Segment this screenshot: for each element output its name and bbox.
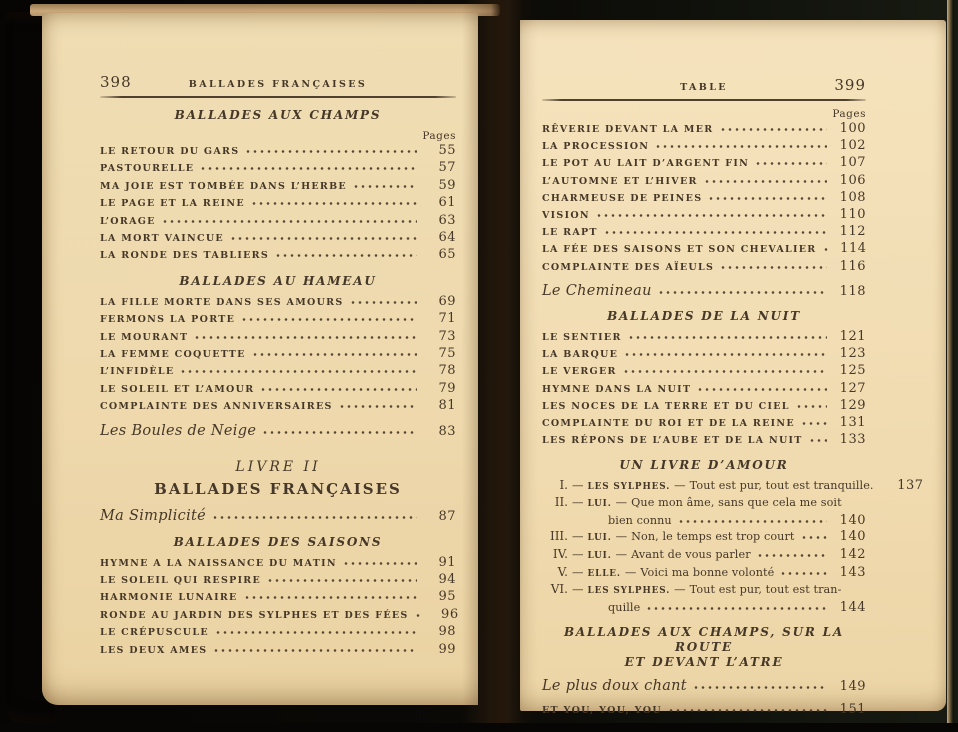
entry-page-number: 75 [438,346,456,362]
dot-leader [810,431,827,443]
dialogue-line [542,512,866,528]
entry-title: LA RONDE DES TABLIERS [100,250,270,262]
toc-entry [542,223,866,240]
toc-entry [542,206,866,223]
running-header: TABLE [680,82,728,93]
dot-leader [252,194,417,206]
entry-page-number: 61 [438,195,456,211]
section-heading [100,108,456,123]
section-heading [542,458,866,473]
entry-title: COMPLAINTE DES AÏEULS [542,261,715,273]
entry-page-number: 108 [839,189,866,205]
dot-leader [624,362,827,374]
dot-leader [163,212,417,224]
entry-title: LE POT AU LAIT D’ARGENT FIN [542,158,750,170]
entry-page-number: 110 [839,207,866,223]
toc-entry [542,120,866,137]
entry-page-number: 99 [438,641,456,657]
toc-entry [542,414,866,431]
section-heading [542,309,866,324]
heading-line: LIVRE II [235,459,321,476]
dialogue-numeral: II. [554,495,568,510]
dialogue-line [542,546,866,564]
dialogue-line [542,582,866,599]
dialogue-entry [542,528,866,546]
dot-leader [354,177,417,189]
dialogue-entry [542,546,866,564]
em-dash: — [572,478,584,493]
book-edge-bottom [0,723,958,732]
toc-entry [100,177,456,194]
toc-entry [100,142,456,159]
toc-entry [100,606,459,623]
toc-entry [100,571,456,588]
section-heading [100,274,456,289]
em-dash: — [674,582,686,597]
entry-page-number: 91 [438,554,456,570]
dot-leader [824,240,828,252]
dialogue-speaker: LES SYLPHES. [587,586,671,597]
dot-leader [263,423,417,435]
em-dash: — [615,547,628,562]
dot-leader [216,623,417,635]
dot-leader [656,137,827,149]
heading-line: BALLADES AUX CHAMPS [174,108,382,122]
dot-leader [213,508,417,520]
dot-leader [261,380,417,392]
entry-title: LE SOLEIL ET L’AMOUR [100,383,255,395]
entry-page-number: 98 [438,624,456,640]
heading-line: BALLADES AU HAMEAU [179,273,377,288]
entry-title: LA MORT VAINCUE [100,233,224,245]
toc-entry [542,701,866,718]
em-dash: — [615,529,628,544]
entry-page-number: 107 [839,155,866,171]
dot-leader [625,345,827,357]
toc-entry [542,431,866,448]
heading-line: BALLADES AUX CHAMPS, SUR LA ROUTE [563,625,845,655]
toc-entry [100,246,456,263]
entry-title: LES RÉPONS DE L’AUBE ET DE LA NUIT [542,435,803,447]
heading-line: ET DEVANT L’ATRE [624,655,784,670]
dot-leader [781,564,827,576]
dot-leader [195,328,417,340]
toc-entry [100,293,456,310]
toc-entry [100,423,456,439]
dot-leader [181,362,417,374]
toc-entry [542,362,866,379]
entry-page-number: 144 [839,600,866,616]
dialogue-line [542,564,866,582]
toc-entry [542,397,866,414]
entry-page-number: 151 [839,701,866,717]
dot-leader [679,512,827,524]
entry-page-number: 121 [839,329,866,345]
entry-page-number: 59 [438,177,456,193]
entry-title: LE RAPT [542,227,598,239]
entry-title: COMPLAINTE DU ROI ET DE LA REINE [542,418,795,430]
dialogue-numeral: V. [557,565,568,580]
heading-line: BALLADES DE LA NUIT [607,309,801,324]
entry-page-number: 149 [839,679,866,695]
entry-title: LES DEUX AMES [100,644,208,656]
entry-title: COMPLAINTE DES ANNIVERSAIRES [100,401,333,413]
entry-title: Le plus doux chant [542,678,687,695]
dialogue-speaker: LUI. [587,551,612,562]
dot-leader [797,397,827,409]
running-header: BALLADES FRANÇAISES [188,79,368,90]
entry-page-number: 65 [438,247,456,263]
em-dash: — [572,529,584,544]
entry-title: HYMNE A LA NAISSANCE DU MATIN [100,557,337,569]
dialogue-entry [542,477,924,495]
header-rule [100,96,456,98]
section-heading [542,625,866,670]
em-dash: — [674,478,686,493]
toc-entry [100,588,456,605]
dialogue-speaker: LUI. [587,499,612,510]
em-dash: — [615,495,628,510]
entry-title: LE CRÉPUSCULE [100,627,209,639]
entry-title: LE RETOUR DU GARS [100,146,240,157]
toc-entry [100,310,456,327]
entry-page-number: 96 [441,606,459,622]
entry-page-number: 81 [438,398,456,414]
dialogue-entry [542,582,866,615]
toc-entry [100,159,456,176]
dialogue-numeral: III. [549,529,568,544]
dialogue-numeral: VI. [550,582,568,597]
dot-leader [340,397,417,409]
entry-page-number: 71 [438,311,456,327]
entry-title: HYMNE DANS LA NUIT [542,383,692,395]
dialogue-speaker: ELLE. [587,569,621,580]
toc-entry [100,229,456,246]
entry-page-number: 142 [839,547,866,563]
entry-title: RÊVERIE DEVANT LA MER [542,124,714,135]
toc-entry [100,508,456,524]
toc-entry [542,328,866,345]
entry-title: LA FILLE MORTE DANS SES AMOURS [100,296,344,308]
toc-entry [542,345,866,362]
entry-title: LE SENTIER [542,332,622,344]
entry-title: LE SOLEIL QUI RESPIRE [100,574,262,586]
dialogue-line [542,599,866,615]
entry-page-number: 78 [438,363,456,379]
heading-line: BALLADES FRANÇAISES [154,480,402,499]
page-header [100,73,456,91]
entry-title: RONDE AU JARDIN DES SYLPHES ET DES FÉES [100,609,409,621]
entry-page-number: 73 [438,328,456,344]
toc-entry [542,154,866,171]
toc-entry [542,189,866,206]
toc-entry [542,240,866,257]
entry-page-number: 69 [438,293,456,309]
entry-title: L’INFIDÈLE [100,366,175,378]
entry-page-number: 114 [840,241,867,257]
toc-entry [542,258,866,275]
entry-title: LA BARQUE [542,349,619,361]
dot-leader [253,345,417,357]
dot-leader [694,678,827,690]
dialogue-entry [542,495,866,528]
left-page [42,13,478,705]
entry-title: LA PROCESSION [542,141,650,153]
dialogue-text: Non, le temps est trop court [631,530,795,544]
entry-page-number: 140 [839,529,866,545]
entry-page-number: 112 [839,224,866,240]
dialogue-entry [542,564,866,582]
entry-page-number: 64 [438,230,456,246]
dot-leader [214,641,417,653]
entry-title: LE VERGER [542,366,617,378]
toc-entry [542,172,866,189]
toc-entry [100,328,456,345]
dot-leader [242,310,417,322]
entry-page-number: 133 [839,432,866,448]
dot-leader [351,293,417,305]
dialogue-speaker: LES SYLPHES. [587,482,671,493]
dot-leader [659,283,827,295]
em-dash: — [572,565,584,580]
dot-leader [629,328,827,340]
dot-leader [705,172,827,184]
dialogue-text: Tout est pur, tout est tranquille. [689,479,874,493]
em-dash: — [624,565,637,580]
entry-title: LES NOCES DE LA TERRE ET DU CIEL [542,400,790,412]
entry-title: LA FÉE DES SAISONS ET SON CHEVALIER [542,244,817,256]
entry-title: VISION [542,210,590,222]
dialogue-text: Avant de vous parler [631,548,751,562]
entry-page-number: 143 [839,565,866,581]
toc-entry [100,345,456,362]
toc-entry [100,380,456,397]
entry-page-number: 102 [839,138,866,154]
right-page-content [542,108,924,718]
entry-page-number: 131 [839,415,866,431]
dot-leader [669,701,827,713]
dialogue-numeral: IV. [552,547,568,562]
toc-entry [542,678,866,694]
entry-page-number: 137 [897,478,924,494]
folio: 399 [834,76,866,94]
dot-leader [344,554,417,566]
entry-page-number: 118 [839,283,866,299]
toc-entry [100,194,456,211]
entry-page-number: 79 [438,380,456,396]
section-heading [100,459,456,475]
section-heading [100,535,456,550]
dialogue-line [542,495,866,512]
dot-leader [276,246,417,258]
dot-leader [756,154,827,166]
entry-title: LE MOURANT [100,331,189,343]
entry-page-number: 57 [438,160,456,176]
pages-column-label: Pages [422,130,456,142]
toc-entry [542,137,866,154]
heading-line: UN LIVRE D’AMOUR [619,458,789,473]
toc-entry [100,362,456,379]
dot-leader [597,206,827,218]
dialogue-text: quille [608,601,641,615]
dot-leader [416,606,420,618]
entry-title: HARMONIE LUNAIRE [100,592,238,604]
entry-page-number: 129 [839,397,866,413]
entry-title: LE PAGE ET LA REINE [100,198,245,210]
page-header [542,76,866,94]
dialogue-numeral: I. [559,478,568,493]
dot-leader [201,159,417,171]
dot-leader [246,142,417,154]
entry-page-number: 100 [839,121,866,136]
dot-leader [605,223,827,235]
entry-title: Le Chemineau [542,282,652,299]
entry-page-number: 106 [839,172,866,188]
entry-title: L’AUTOMNE ET L’HIVER [542,175,698,187]
dot-leader [268,571,417,583]
entry-page-number: 94 [438,571,456,587]
toc-entry [100,623,456,640]
header-rule [542,99,866,101]
folio: 398 [100,73,132,91]
dialogue-line [542,528,866,546]
entry-title: LA FEMME COQUETTE [100,349,246,361]
dot-leader [802,414,827,426]
entry-page-number: 55 [438,143,456,158]
dialogue-text: bien connu [608,514,672,528]
toc-entry [542,283,866,299]
entry-page-number: 116 [839,258,866,274]
entry-title: FERMONS LA PORTE [100,314,236,326]
em-dash: — [572,495,584,510]
entry-page-number: 123 [839,346,866,362]
toc-entry [100,641,456,658]
entry-page-number: 83 [438,423,456,439]
entry-title: PASTOURELLE [100,163,195,175]
dot-leader [802,528,828,540]
entry-title: CHARMEUSE DE PEINES [542,192,703,204]
entry-title: Ma Simplicité [100,508,207,525]
dot-leader [709,189,827,201]
dot-leader [758,546,827,558]
toc-entry [100,397,456,414]
entry-page-number: 95 [438,589,456,605]
em-dash: — [572,582,584,597]
dot-leader [721,120,828,132]
dot-leader [721,258,827,270]
pages-column-label: Pages [832,108,866,120]
entry-page-number: 127 [839,380,866,396]
dialogue-speaker: LUI. [587,533,612,544]
entry-page-number: 87 [438,509,456,525]
dot-leader [231,229,417,241]
entry-title: ET YOU, YOU, YOU [542,704,662,716]
book-edge-right [947,0,958,732]
toc-entry [542,380,866,397]
entry-page-number: 63 [438,212,456,228]
dialogue-line [542,477,924,495]
entry-title: Les Boules de Neige [100,422,257,439]
dialogue-text: Voici ma bonne volonté [640,566,775,580]
toc-entry [100,554,456,571]
entry-page-number: 140 [839,513,866,529]
dot-leader [245,588,417,600]
entry-title: MA JOIE EST TOMBÉE DANS L’HERBE [100,180,347,192]
heading-line: BALLADES DES SAISONS [173,534,383,549]
dot-leader [881,477,885,489]
left-page-content [100,108,459,658]
section-heading [100,480,456,498]
toc-entry [100,212,456,229]
entry-title: L’ORAGE [100,215,156,227]
dialogue-text: Tout est pur, tout est tran- [689,583,842,597]
dot-leader [647,599,827,611]
em-dash: — [572,547,584,562]
dot-leader [698,380,827,392]
dialogue-text: Que mon âme, sans que cela me soit [631,496,842,510]
right-page [520,20,946,717]
entry-page-number: 125 [839,363,866,379]
